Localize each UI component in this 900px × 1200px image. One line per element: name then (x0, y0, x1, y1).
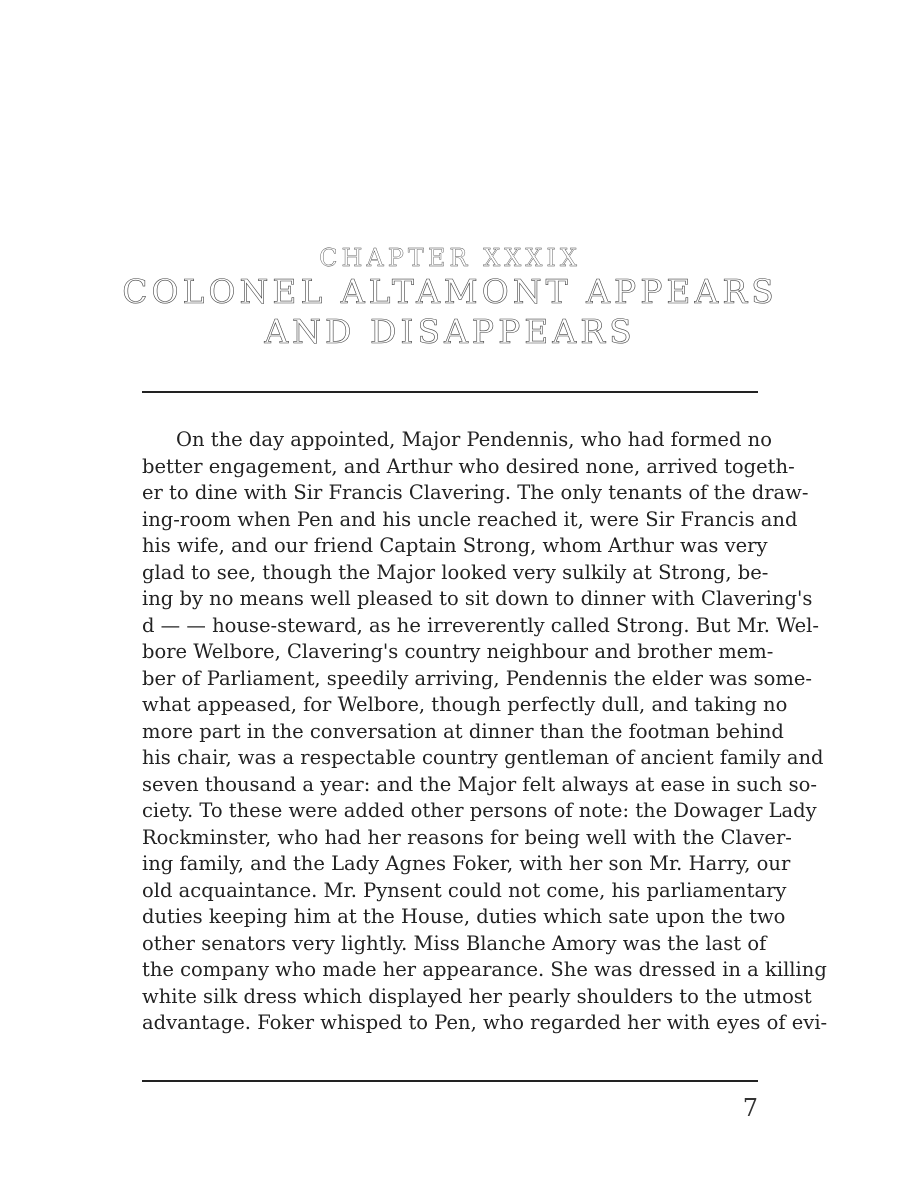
text-line: his chair, was a respectable country gentleman of ancient family and (142, 746, 824, 769)
text-line: er to dine with Sir Francis Clavering. The only tenants of the draw- (142, 481, 809, 504)
text-line: ing-room when Pen and his uncle reached it, were Sir Francis and (142, 507, 798, 531)
chapter-title-line-1: COLONEL ALTAMONT APPEARS (122, 272, 778, 311)
text-line: other senators very lightly. Miss Blanche Amory was the last of (142, 931, 767, 955)
text-line: advantage. Foker whisped to Pen, who regarded her with eyes of evi- (142, 1011, 828, 1034)
text-line: the company who made her appearance. She was dressed in a killing (142, 958, 827, 981)
top-divider (142, 391, 758, 393)
text-line: more part in the conversation at dinner than the footman behind (142, 719, 784, 743)
text-line: ing by no means well pleased to sit down to dinner with Clavering's (142, 587, 813, 610)
text-line: seven thousand a year: and the Major felt always at ease in such so- (142, 772, 817, 796)
text-line: glad to see, though the Major looked very sulkily at Strong, be- (142, 560, 769, 584)
text-line: ing family, and the Lady Agnes Foker, with her son Mr. Harry, our (142, 852, 791, 875)
text-line: ciety. To these were added other persons of note: the Dowager Lady (142, 799, 817, 822)
chapter-title-line-2: AND DISAPPEARS (264, 312, 636, 351)
body-paragraph (142, 427, 828, 1037)
text-line: bore Welbore, Clavering's country neighbour and brother mem- (142, 640, 774, 663)
text-line: old acquaintance. Mr. Pynsent could not come, his parliamentary (142, 878, 787, 902)
text-line: On the day appointed, Major Pendennis, who had formed no (176, 428, 772, 451)
page-number: 7 (742, 1094, 758, 1122)
text-line: what appeased, for Welbore, though perfectly dull, and taking no (142, 693, 788, 716)
bottom-divider (142, 1080, 758, 1082)
text-line: duties keeping him at the House, duties which sate upon the two (142, 905, 786, 928)
text-line: d — — house-steward, as he irreverently called Strong. But Mr. Wel- (142, 613, 820, 637)
chapter-title (0, 272, 900, 352)
text-line: white silk dress which displayed her pearly shoulders to the utmost (142, 984, 812, 1008)
text-line: Rockminster, who had her reasons for being well with the Claver- (142, 825, 792, 849)
text-line: better engagement, and Arthur who desired none, arrived togeth- (142, 454, 795, 478)
text-line: ber of Parliament, speedily arriving, Pendennis the elder was some- (142, 666, 813, 690)
text-line: his wife, and our friend Captain Strong, whom Arthur was very (142, 534, 768, 557)
chapter-number: CHAPTER XXXIX (319, 244, 581, 272)
